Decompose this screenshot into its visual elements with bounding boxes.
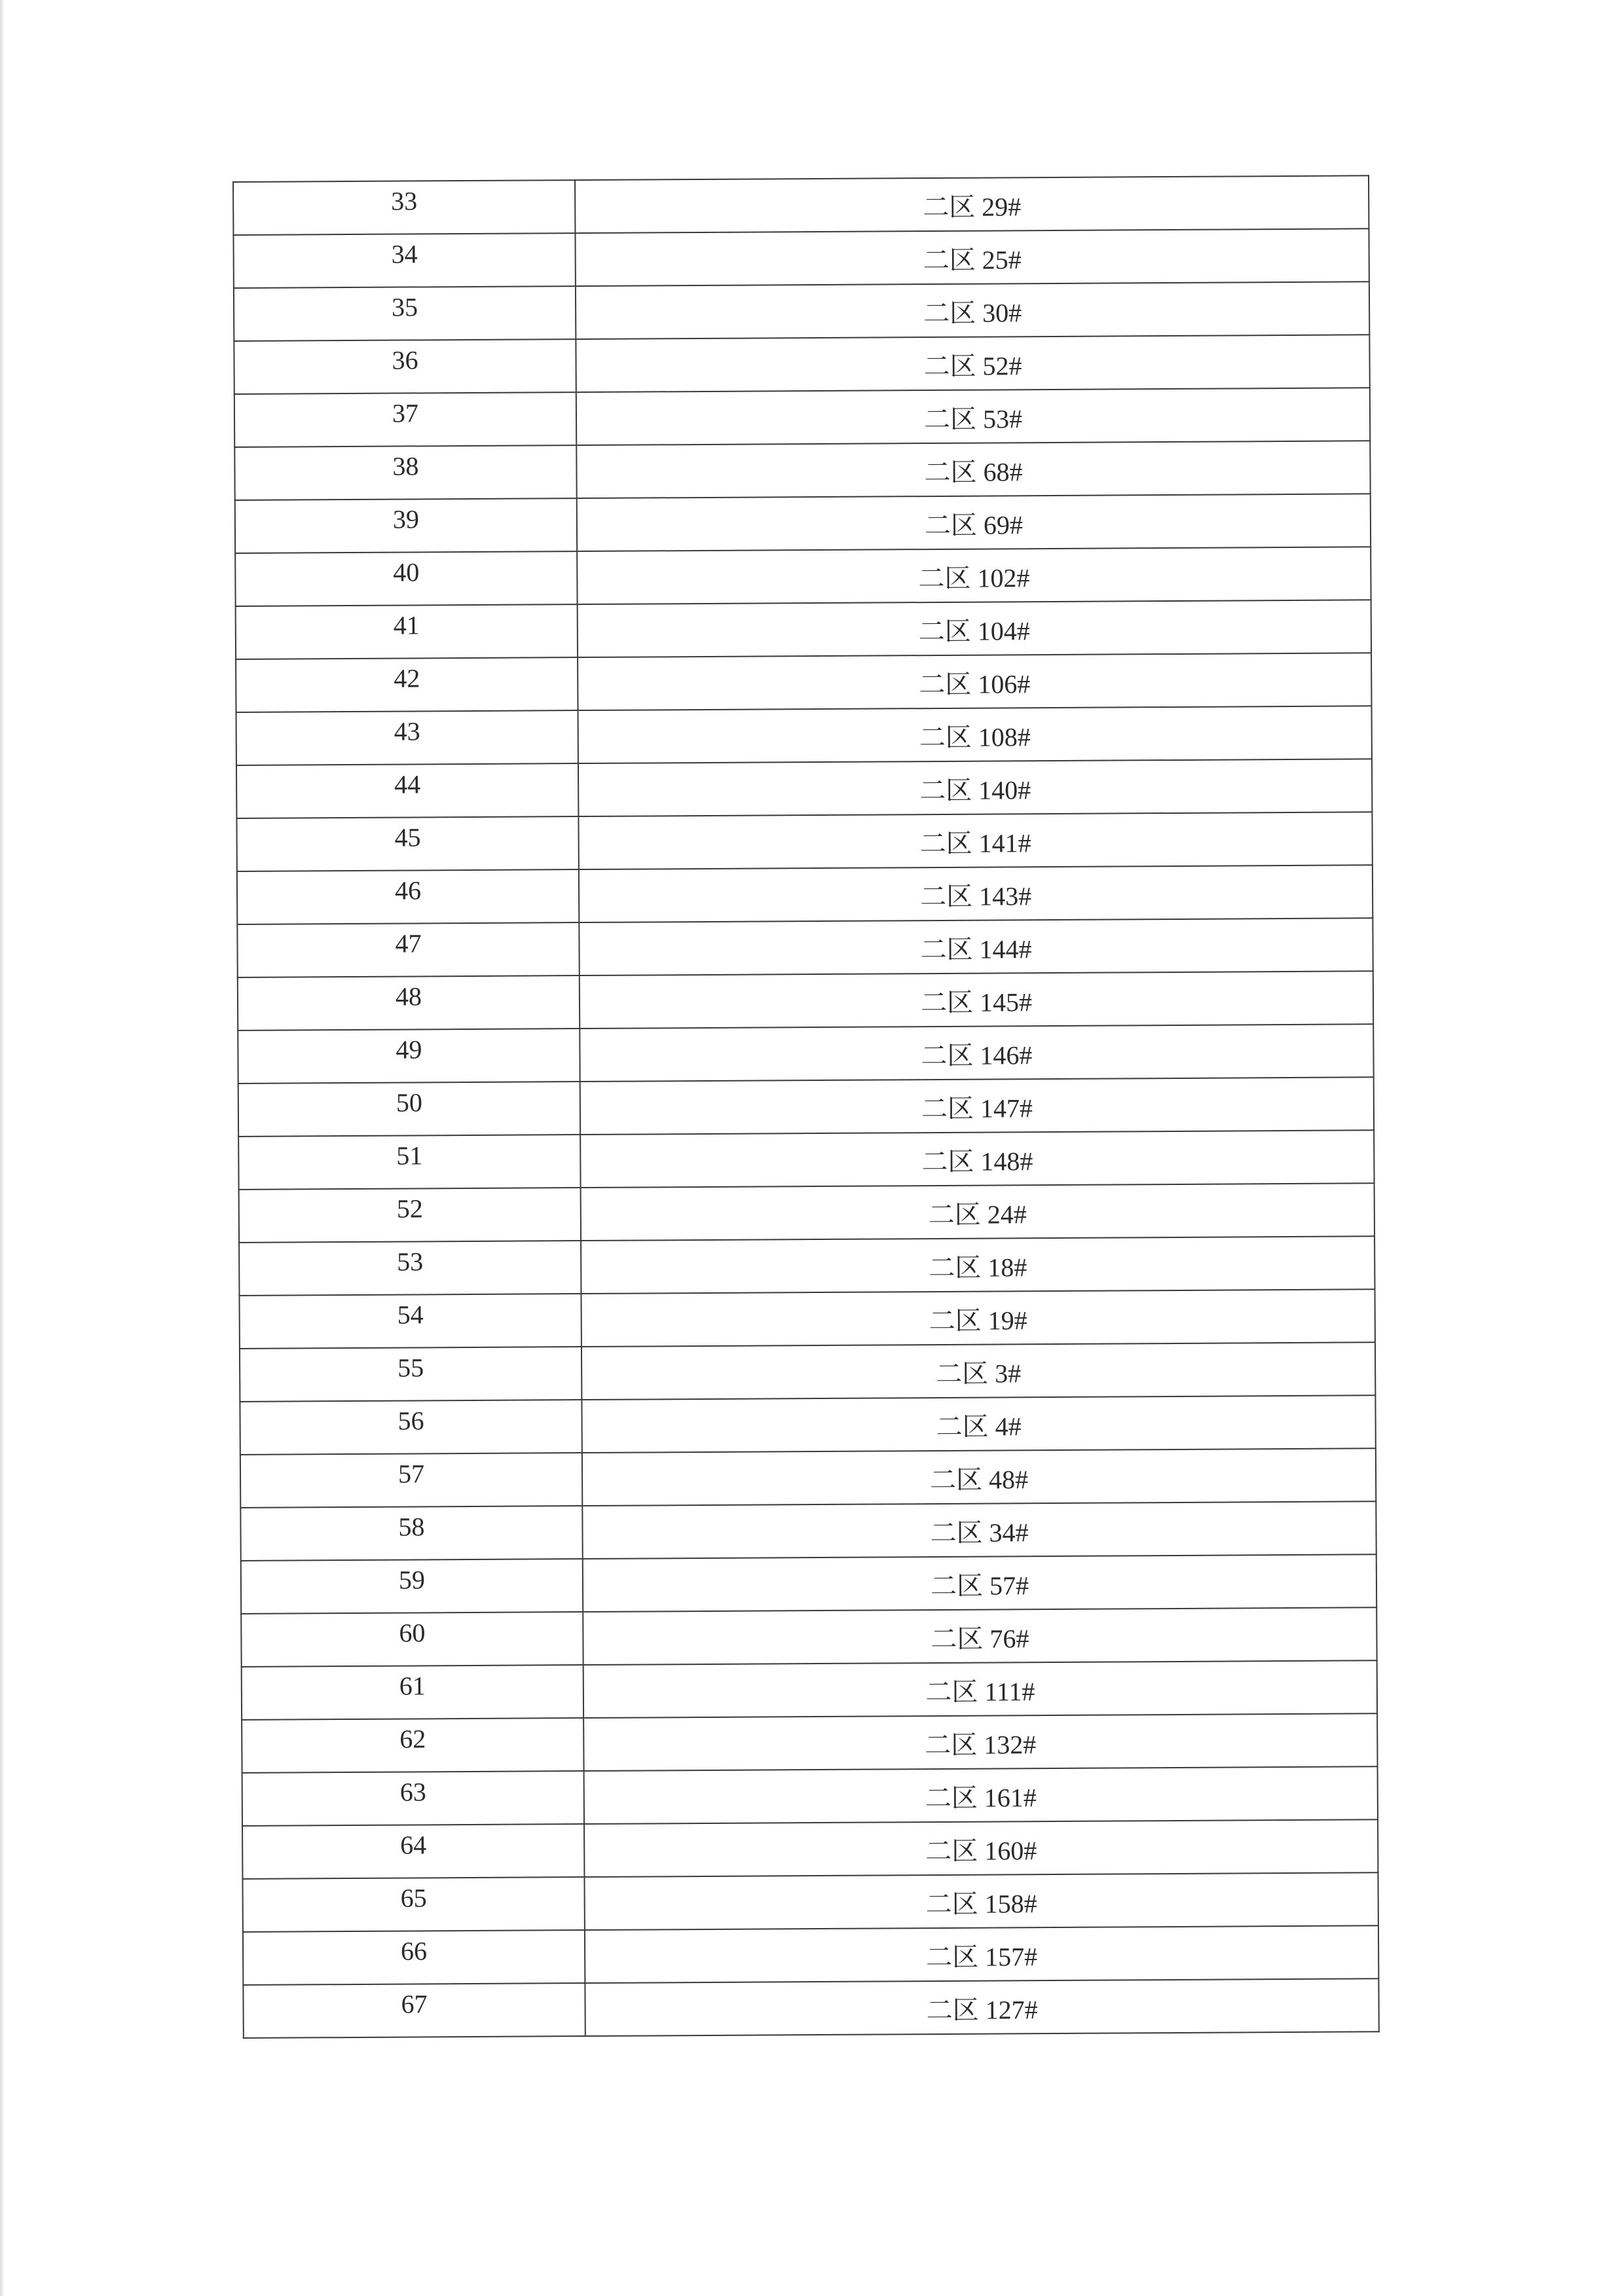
row-number: 43 [394, 716, 420, 746]
row-number: 35 [391, 291, 418, 322]
row-number-cell [233, 180, 575, 235]
table-row [238, 1024, 1373, 1084]
table-row [234, 335, 1369, 394]
zone-cell [580, 971, 1373, 1029]
table-row [236, 653, 1371, 712]
zone-label: 二区 25# [923, 244, 1022, 275]
table-row [238, 1130, 1374, 1190]
row-number-cell [234, 392, 576, 447]
table-row [242, 1766, 1378, 1826]
row-number-cell [237, 922, 579, 977]
row-number-cell [234, 286, 576, 341]
row-number-cell [236, 710, 578, 765]
zone-label: 二区 141# [919, 828, 1031, 858]
zone-label: 二区 19# [929, 1305, 1027, 1336]
zone-cell [583, 1554, 1376, 1612]
row-number: 41 [393, 610, 420, 640]
row-number: 49 [396, 1034, 422, 1065]
row-number-cell [240, 1294, 581, 1349]
row-number-cell [237, 869, 579, 924]
row-number: 40 [393, 556, 420, 587]
zone-cell [582, 1448, 1376, 1506]
table-body [233, 175, 1379, 2038]
zone-cell [580, 1024, 1373, 1082]
row-number-cell [236, 763, 578, 818]
row-number-cell [240, 1453, 582, 1508]
zone-cell [580, 1077, 1374, 1135]
table-row [237, 865, 1373, 924]
row-number: 50 [396, 1087, 422, 1118]
row-number-cell [235, 551, 577, 606]
zone-cell [583, 1607, 1376, 1665]
zone-label: 二区 145# [920, 987, 1033, 1017]
row-number-cell [238, 1082, 580, 1137]
table-row [233, 175, 1369, 235]
row-number-cell [242, 1718, 583, 1773]
table-row [242, 1713, 1377, 1773]
row-number-cell [243, 1983, 585, 2038]
zone-cell [581, 1395, 1375, 1453]
zone-label: 二区 111# [925, 1676, 1035, 1707]
zone-label: 二区 132# [925, 1729, 1037, 1760]
row-number-cell [242, 1877, 584, 1932]
row-number: 36 [392, 344, 418, 375]
zone-list-table [232, 175, 1380, 2039]
zone-label: 二区 57# [930, 1570, 1029, 1601]
row-number: 64 [400, 1829, 427, 1860]
row-number-cell [235, 498, 577, 553]
zone-label: 二区 24# [928, 1199, 1027, 1230]
zone-label: 二区 29# [923, 191, 1022, 222]
row-number-cell [236, 604, 578, 659]
zone-label: 二区 127# [926, 1994, 1038, 2025]
table-row [239, 1236, 1375, 1296]
row-number: 59 [398, 1564, 426, 1595]
zone-cell [585, 1978, 1378, 2036]
row-number: 53 [397, 1246, 424, 1277]
row-number: 45 [394, 822, 421, 852]
zone-label: 二区 34# [930, 1517, 1029, 1548]
table-row [240, 1342, 1375, 1402]
table-row [241, 1607, 1376, 1667]
zone-cell [577, 494, 1371, 551]
row-number: 44 [394, 769, 421, 799]
zone-cell [576, 388, 1370, 445]
row-number: 37 [392, 397, 419, 428]
zone-cell [576, 335, 1369, 392]
table-row [236, 812, 1372, 871]
zone-label: 二区 69# [924, 509, 1024, 540]
zone-label: 二区 108# [919, 721, 1031, 752]
zone-cell [579, 918, 1373, 975]
zone-label: 二区 3# [936, 1358, 1022, 1389]
zone-cell [575, 228, 1369, 286]
row-number: 42 [394, 663, 420, 693]
zone-label: 二区 160# [925, 1835, 1037, 1866]
zone-cell [585, 1925, 1378, 1983]
zone-label: 二区 143# [919, 881, 1032, 911]
row-number: 63 [399, 1776, 426, 1807]
table-row [238, 1077, 1374, 1137]
row-number: 58 [398, 1511, 425, 1542]
row-number-cell [239, 1188, 581, 1243]
zone-label: 二区 4# [936, 1411, 1022, 1442]
row-number: 39 [392, 503, 420, 534]
zone-cell [584, 1819, 1378, 1877]
row-number-cell [240, 1400, 581, 1455]
row-number: 67 [401, 1988, 428, 2019]
zone-cell [584, 1766, 1378, 1824]
zone-label: 二区 102# [918, 562, 1030, 593]
row-number-cell [242, 1824, 584, 1879]
zone-cell [578, 706, 1372, 763]
zone-cell [581, 1289, 1375, 1347]
row-number: 55 [397, 1352, 424, 1383]
document-table-container [232, 175, 1376, 2039]
zone-label: 二区 147# [921, 1093, 1033, 1123]
zone-cell [576, 441, 1370, 498]
row-number-cell [236, 816, 578, 871]
zone-cell [583, 1660, 1377, 1718]
zone-cell [581, 1342, 1375, 1400]
zone-label: 二区 76# [931, 1623, 1029, 1654]
row-number: 54 [397, 1299, 424, 1330]
table-row [237, 918, 1373, 977]
zone-label: 二区 140# [919, 774, 1031, 805]
zone-label: 二区 68# [924, 456, 1023, 487]
row-number: 61 [399, 1670, 426, 1701]
row-number: 56 [397, 1405, 424, 1436]
row-number-cell [239, 1241, 581, 1296]
table-row [236, 706, 1372, 765]
zone-cell [575, 175, 1369, 233]
row-number-cell [238, 1029, 580, 1084]
row-number: 66 [400, 1935, 428, 1966]
zone-label: 二区 48# [929, 1464, 1029, 1495]
table-row [235, 494, 1371, 553]
row-number-cell [233, 233, 575, 288]
table-row [239, 1183, 1375, 1243]
zone-cell [584, 1872, 1378, 1930]
row-number: 33 [391, 185, 418, 216]
zone-label: 二区 161# [925, 1782, 1037, 1813]
row-number-cell [234, 339, 576, 394]
row-number-cell [236, 657, 578, 712]
row-number: 48 [395, 981, 422, 1011]
zone-cell [581, 1183, 1375, 1241]
table-row [242, 1872, 1378, 1932]
table-row [240, 1395, 1375, 1455]
zone-cell [576, 282, 1369, 339]
scan-edge-shadow [0, 0, 5, 2296]
row-number-cell [240, 1347, 581, 1402]
row-number-cell [241, 1559, 583, 1614]
table-row [243, 1925, 1378, 1985]
table-row [238, 971, 1373, 1030]
zone-cell [577, 547, 1371, 604]
table-row [240, 1289, 1375, 1349]
zone-cell [583, 1713, 1377, 1771]
zone-cell [578, 653, 1371, 710]
table-row [242, 1819, 1378, 1879]
row-number-cell [242, 1665, 583, 1720]
row-number: 46 [394, 875, 422, 905]
zone-label: 二区 18# [929, 1252, 1027, 1283]
zone-label: 二区 157# [926, 1941, 1038, 1972]
zone-cell [581, 1236, 1375, 1294]
row-number-cell [238, 1135, 580, 1190]
row-number: 51 [396, 1140, 423, 1171]
zone-label: 二区 52# [923, 350, 1022, 381]
row-number: 62 [399, 1723, 426, 1754]
row-number: 52 [396, 1193, 423, 1224]
zone-label: 二区 148# [921, 1146, 1033, 1176]
zone-label: 二区 53# [923, 403, 1023, 434]
table-row [243, 1978, 1378, 2038]
row-number-cell [240, 1506, 582, 1561]
table-row [234, 282, 1369, 341]
table-row [242, 1660, 1377, 1720]
row-number: 47 [395, 928, 422, 958]
row-number-cell [238, 975, 580, 1030]
zone-label: 二区 106# [919, 668, 1031, 699]
row-number-cell [242, 1771, 584, 1826]
table-row [233, 228, 1369, 288]
table-row [236, 759, 1372, 818]
zone-cell [578, 759, 1372, 816]
zone-label: 二区 30# [923, 297, 1022, 328]
row-number: 60 [399, 1617, 426, 1648]
row-number: 38 [392, 450, 419, 481]
row-number-cell [243, 1930, 585, 1985]
zone-label: 二区 158# [925, 1888, 1037, 1919]
row-number-cell [241, 1612, 583, 1667]
table-row [240, 1448, 1376, 1508]
row-number: 57 [397, 1458, 425, 1489]
row-number: 34 [391, 238, 418, 269]
zone-label: 二区 144# [920, 934, 1032, 964]
table-row [236, 600, 1371, 659]
row-number-cell [234, 445, 576, 500]
zone-cell [578, 600, 1371, 657]
zone-label: 二区 104# [918, 615, 1030, 646]
zone-cell [578, 812, 1372, 869]
table-row [234, 441, 1370, 500]
zone-label: 二区 146# [921, 1040, 1033, 1070]
table-row [234, 388, 1370, 447]
row-number: 65 [400, 1882, 427, 1913]
table-row [240, 1501, 1376, 1561]
zone-cell [580, 1130, 1374, 1188]
table-row [235, 547, 1371, 606]
zone-cell [582, 1501, 1376, 1559]
zone-cell [579, 865, 1373, 922]
table-row [241, 1554, 1376, 1614]
